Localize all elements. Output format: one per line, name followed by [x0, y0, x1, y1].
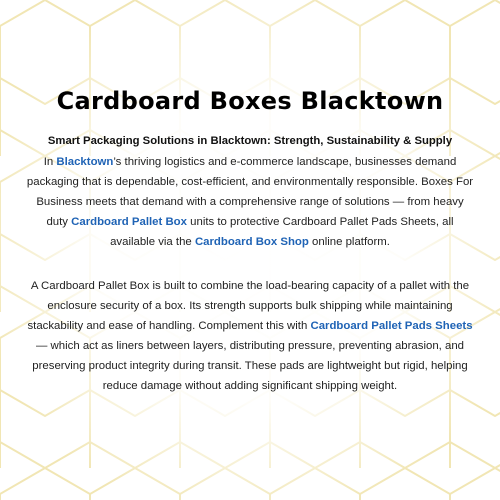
paragraph-text: online platform. — [308, 236, 390, 248]
blacktown-link[interactable]: Blacktown — [56, 156, 114, 168]
pallet-box-paragraph — [25, 276, 475, 396]
paragraph-text: A Cardboard Pallet Box is built to combine the load-bearing capacity of a pallet with the enclosure security of a box. Its strength supports bulk shipping while maintaining stackability and ease of handling. Complement this with — [27, 280, 470, 332]
intro-paragraph — [25, 152, 475, 252]
page-title: Cardboard Boxes Blacktown — [56, 87, 444, 115]
cardboard-pallet-box-link[interactable]: Cardboard Pallet Box — [71, 216, 187, 228]
paragraph-text: units to protective Cardboard Pallet Pads Sheets, all available via the — [110, 216, 454, 248]
cardboard-box-shop-link[interactable]: Cardboard Box Shop — [194, 236, 309, 248]
cardboard-pallet-pads-sheets-link[interactable]: Cardboard Pallet Pads Sheets — [310, 320, 473, 332]
page-subtitle: Smart Packaging Solutions in Blacktown: Strength, Sustainability & Supply — [47, 135, 453, 147]
paragraph-text: In — [43, 156, 57, 168]
paragraph-text: ’s thriving logistics and e-commerce landscape, businesses demand packaging that is dependable, cost-efficient, and environmentally responsible. Boxes For Business meets that demand with a comprehensive range of solutions — from heavy duty — [26, 156, 474, 228]
paragraph-text: — which act as liners between layers, distributing pressure, preventing abrasion, and preserving product integrity during transit. These pads are lightweight but rigid, helping reduce damage without adding significant shipping weight. — [32, 340, 468, 392]
